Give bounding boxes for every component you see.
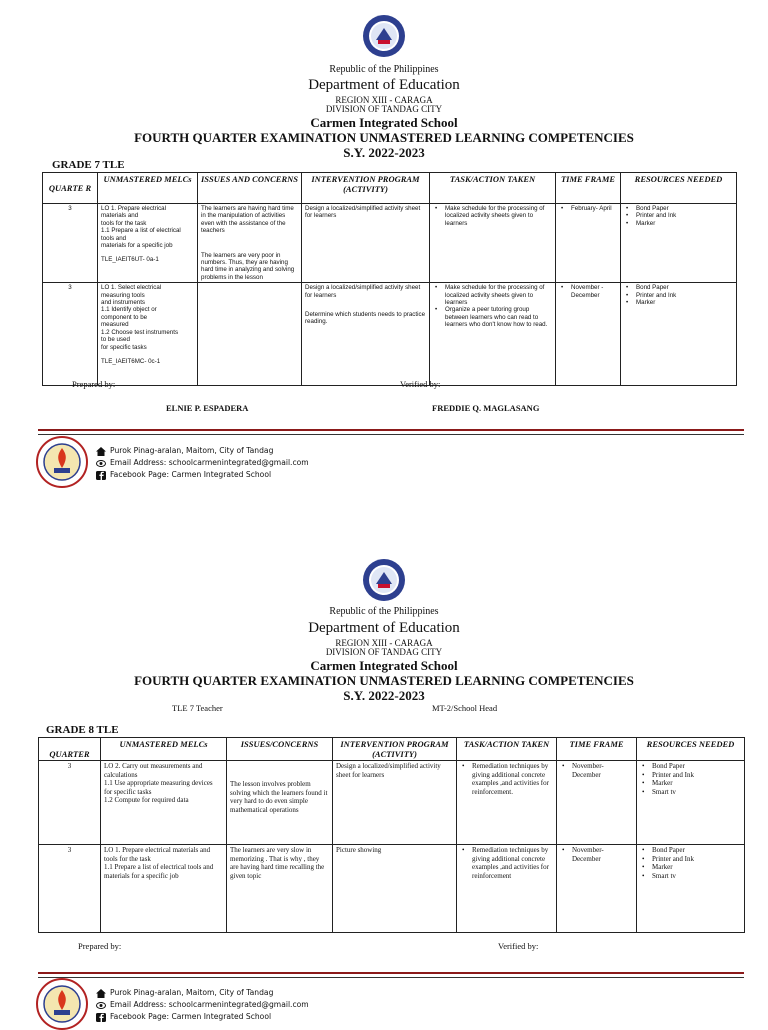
- competency-table: [42, 172, 737, 386]
- melc-cell: [101, 845, 227, 933]
- melc-line: LO 1. Select electrical: [101, 284, 162, 292]
- issue-text: The lesson involves problem solving which the learners found it very hard to do even simple mathematical operations: [230, 780, 328, 814]
- melc-cell: [101, 761, 227, 845]
- melc-line: and instruments: [101, 299, 146, 307]
- footer-facebook: [96, 1012, 271, 1022]
- prepared-by-label: Prepared by:: [72, 379, 116, 389]
- column-header: ISSUES/CONCERNS: [227, 738, 333, 761]
- column-header: INTERVENTION PROGRAM (ACTIVITY): [302, 173, 430, 204]
- task-item: • Remediation techniques by giving additional concrete examples ,and activities for reinforcement: [472, 846, 553, 880]
- melc-line: to be used: [101, 336, 130, 344]
- division-text: DIVISION OF TANDAG CITY: [325, 104, 443, 114]
- deped-seal-icon: [362, 558, 406, 602]
- school-year: S.Y. 2022-2023: [343, 688, 425, 703]
- resource-item: • Bond Paper: [636, 205, 733, 212]
- republic-text: Republic of the Philippines: [329, 606, 439, 617]
- department-title: Department of Education: [308, 77, 460, 93]
- facebook-icon: [96, 471, 106, 480]
- melc-cell: [98, 204, 198, 283]
- intervention-cell: Picture showing: [333, 845, 457, 933]
- issue-text: The learners are having hard time in the manipulation of activities even with the assistance of the teachers: [201, 205, 294, 235]
- intervention-cell: [302, 283, 430, 386]
- melc-code: TLE_IAEIT6MC- 0c-1: [101, 357, 161, 365]
- column-header: UNMASTERED MELCs: [101, 738, 227, 761]
- footer-facebook: [96, 470, 271, 480]
- melc-line: tools for the task: [104, 854, 151, 863]
- school-logo-icon: [36, 436, 88, 488]
- melc-line: 1.1 Prepare a list of electrical: [101, 227, 181, 235]
- task-cell: [430, 204, 556, 283]
- facebook-icon: [96, 1013, 106, 1022]
- table-header-row: [43, 173, 737, 204]
- footer-address-text: Purok Pinag-aralan, Maitom, City of Tandag: [110, 446, 274, 455]
- issues-cell: [227, 761, 333, 845]
- school-year: S.Y. 2022-2023: [343, 145, 425, 160]
- resource-item: • Bond Paper: [652, 762, 741, 771]
- resources-cell: [621, 283, 737, 386]
- footer-facebook-text: Facebook Page: Carmen Integrated School: [110, 1012, 272, 1021]
- resources-cell: [637, 845, 745, 933]
- prepared-by-name: ELNIE P. ESPADERA: [166, 403, 249, 413]
- head-role-label: MT-2/School Head: [432, 703, 498, 713]
- time-item: • November- December: [572, 762, 633, 779]
- footer-address-text: Purok Pinag-aralan, Maitom, City of Tandag: [110, 988, 274, 997]
- melc-line: materials and: [101, 212, 139, 220]
- melc-line: tools and: [101, 234, 127, 242]
- resource-item: • Printer and Ink: [636, 212, 733, 219]
- footer-email: [96, 1000, 309, 1010]
- column-header: TASK/ACTION TAKEN: [430, 173, 556, 204]
- column-header: RESOURCES NEEDED: [637, 738, 745, 761]
- melc-line: 1.2 Choose test instruments: [101, 328, 179, 336]
- melc-line: LO 2. Carry out measurements and calculations: [104, 762, 203, 779]
- region-text: REGION XIII - CARAGA: [335, 95, 433, 105]
- melc-line: for specific tasks: [101, 343, 147, 351]
- competency-table: [38, 737, 745, 933]
- task-cell: [430, 283, 556, 386]
- column-header: ISSUES AND CONCERNS: [198, 173, 302, 204]
- melc-cell: [98, 283, 198, 386]
- melc-line: 1.1 Prepare a list of electrical tools and materials for a specific job: [104, 863, 214, 880]
- school-name: Carmen Integrated School: [310, 115, 458, 130]
- table-row: [39, 845, 745, 933]
- school-name: Carmen Integrated School: [310, 658, 458, 673]
- table-row: [39, 761, 745, 845]
- resources-cell: [621, 204, 737, 283]
- document-title: FOURTH QUARTER EXAMINATION UNMASTERED LEARNING COMPETENCIES: [134, 130, 634, 145]
- quarter-cell: 3: [39, 761, 101, 845]
- task-item: • Remediation techniques by giving additional concrete examples ,and activities for reinforcement.: [472, 762, 553, 796]
- resource-item: • Marker: [636, 299, 733, 306]
- column-header: TIME FRAME: [557, 738, 637, 761]
- deped-seal-icon: [362, 14, 406, 58]
- home-icon: [96, 447, 106, 456]
- time-item: • November - December: [571, 284, 617, 299]
- melc-line: component to be: [101, 313, 148, 321]
- footer-email-text: Email Address: schoolcarmenintegrated@gmail.com: [110, 458, 309, 467]
- column-header: INTERVENTION PROGRAM (ACTIVITY): [333, 738, 457, 761]
- task-item: • Make schedule for the processing of localized activity sheets given to learners: [445, 205, 552, 227]
- verified-by-label: Verified by:: [400, 379, 441, 389]
- melc-line: LO 1. Prepare electrical: [101, 205, 166, 212]
- division-text: DIVISION OF TANDAG CITY: [325, 647, 443, 657]
- melc-line: 1.2 Compute for required data: [104, 796, 189, 805]
- column-header: TASK/ACTION TAKEN: [457, 738, 557, 761]
- melc-line: materials for a specific job: [101, 242, 173, 250]
- prepared-by-label: Prepared by:: [78, 941, 122, 951]
- table-row: [43, 204, 737, 283]
- time-cell: [556, 204, 621, 283]
- eye-icon: [96, 1001, 106, 1010]
- verified-by-label: Verified by:: [498, 941, 539, 951]
- melc-line: LO 1. Prepare electrical materials and: [104, 846, 211, 854]
- quarter-cell: 3: [43, 204, 98, 283]
- intervention-cell: Design a localized/simplified activity sheet for learners: [302, 204, 430, 283]
- task-item: • Organize a peer tutoring group between learners who can read to learners who don't know how to read.: [445, 306, 552, 328]
- column-header: QUARTE R: [43, 173, 98, 204]
- footer-rule: [38, 434, 744, 435]
- intervention-text: Determine which students needs to practice reading.: [305, 311, 426, 326]
- time-cell: [556, 283, 621, 386]
- document-title: FOURTH QUARTER EXAMINATION UNMASTERED LEARNING COMPETENCIES: [134, 673, 634, 688]
- verified-by-name: FREDDIE Q. MAGLASANG: [432, 403, 540, 413]
- footer-facebook-text: Facebook Page: Carmen Integrated School: [110, 470, 272, 479]
- issues-cell: [198, 283, 302, 386]
- quarter-cell: 3: [43, 283, 98, 386]
- resource-item: • Bond Paper: [652, 846, 741, 855]
- task-item: • Make schedule for the processing of localized activity sheets given to learners: [445, 284, 552, 306]
- resource-item: • Printer and Ink: [652, 771, 741, 780]
- time-item: • February- April: [571, 205, 617, 212]
- column-header: TIME FRAME: [556, 173, 621, 204]
- resource-item: • Marker: [636, 220, 733, 227]
- resource-item: • Bond Paper: [636, 284, 733, 291]
- department-title: Department of Education: [308, 620, 460, 636]
- quarter-cell: 3: [39, 845, 101, 933]
- melc-line: for specific tasks: [104, 787, 152, 796]
- footer-rule: [38, 972, 744, 974]
- home-icon: [96, 989, 106, 998]
- issue-text: The learners are very poor in numbers. Thus, they are having hard time in analyzing and solving problems in the lesson: [201, 251, 295, 281]
- resource-item: • Smart tv: [652, 872, 741, 881]
- time-item: • November- December: [572, 846, 633, 863]
- resource-item: • Printer and Ink: [652, 855, 741, 864]
- school-logo-icon: [36, 978, 88, 1030]
- resource-item: • Smart tv: [652, 788, 741, 797]
- resources-cell: [637, 761, 745, 845]
- table-header-row: [39, 738, 745, 761]
- melc-line: measuring tools: [101, 291, 145, 299]
- intervention-text: Design a localized/simplified activity sheet for learners: [305, 284, 421, 299]
- melc-code: TLE_IAEIT6UT- 0a-1: [101, 256, 159, 264]
- issues-cell: The learners are very slow in memorizing . That is why , they are having hard time recalling the given topic: [227, 845, 333, 933]
- footer-address: [96, 446, 273, 456]
- intervention-cell: Design a localized/simplified activity sheet for learners: [333, 761, 457, 845]
- task-cell: [457, 845, 557, 933]
- republic-text: Republic of the Philippines: [329, 64, 439, 75]
- footer-address: [96, 988, 273, 998]
- time-cell: [557, 761, 637, 845]
- footer-rule: [38, 429, 744, 431]
- resource-item: • Printer and Ink: [636, 292, 733, 299]
- teacher-role-label: TLE 7 Teacher: [172, 703, 223, 713]
- grade-label: GRADE 8 TLE: [46, 724, 119, 736]
- eye-icon: [96, 459, 106, 468]
- time-cell: [557, 845, 637, 933]
- issues-cell: [198, 204, 302, 283]
- footer-rule: [38, 977, 744, 978]
- task-cell: [457, 761, 557, 845]
- melc-line: 1.1 Use appropriate measuring devices: [104, 779, 213, 788]
- melc-line: 1.1 Identify object or: [101, 306, 157, 314]
- footer-email-text: Email Address: schoolcarmenintegrated@gmail.com: [110, 1000, 309, 1009]
- region-text: REGION XIII - CARAGA: [335, 638, 433, 648]
- resource-item: • Marker: [652, 779, 741, 788]
- resource-item: • Marker: [652, 863, 741, 872]
- melc-line: measured: [101, 321, 129, 329]
- column-header: QUARTER: [39, 738, 101, 761]
- table-row: [43, 283, 737, 386]
- column-header: UNMASTERED MELCs: [98, 173, 198, 204]
- grade-label: GRADE 7 TLE: [52, 159, 125, 171]
- footer-email: [96, 458, 309, 468]
- melc-line: tools for the task: [101, 219, 147, 227]
- column-header: RESOURCES NEEDED: [621, 173, 737, 204]
